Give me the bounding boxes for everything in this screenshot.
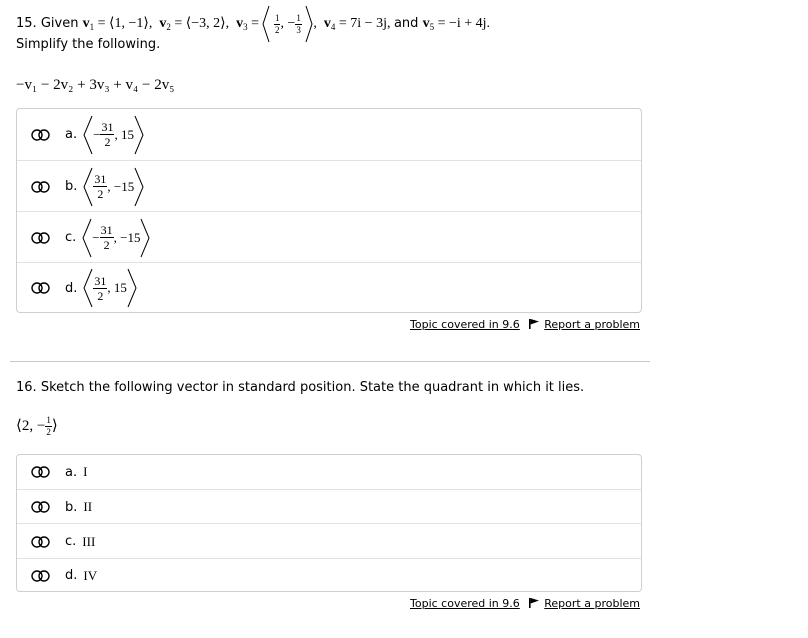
v1-name: v xyxy=(82,16,90,32)
left-angle-bracket-icon xyxy=(262,5,270,43)
v4-value: 7i − 3j, xyxy=(350,16,391,32)
v5-value: −i + 4j. xyxy=(448,16,491,32)
choice-value: II xyxy=(83,499,93,514)
radio-button-icon[interactable] xyxy=(31,282,51,294)
q15-statement: 15. Given $v_1$ = ⟨1, −1⟩, $v_2$ = ⟨−3, 2⟩, $v_3$ = $\frac{1}{2}$ , − $\frac{1}{3}$ , $v_4 = 7i - 3j$, and $v_5 = -i + 4j$. xyxy=(16,5,490,43)
flag-icon xyxy=(529,598,540,611)
right-angle-bracket-icon xyxy=(134,167,144,207)
q15-number: 15. xyxy=(16,16,37,32)
left-angle-bracket-icon xyxy=(83,167,93,207)
choice-letter: c. xyxy=(65,534,77,549)
radio-button-icon[interactable] xyxy=(31,181,51,193)
choice-value: IV xyxy=(83,567,98,583)
choice-second-value: −15 xyxy=(120,229,141,245)
left-angle-bracket-icon xyxy=(83,115,93,155)
left-angle-bracket-icon xyxy=(82,218,92,258)
choice-fraction: $\frac{31}{2}$ xyxy=(100,223,113,252)
choice-sign: − xyxy=(92,229,100,245)
choice-fraction: $\frac{31}{2}$ xyxy=(101,120,114,149)
q16-choice-list xyxy=(16,454,642,592)
right-angle-bracket-icon xyxy=(127,268,137,308)
choice-a[interactable] xyxy=(17,455,641,489)
choice-d[interactable] xyxy=(17,558,641,592)
q16-footer-links xyxy=(410,597,640,611)
and-word: and xyxy=(393,16,419,32)
right-angle-bracket-icon xyxy=(305,5,313,43)
choice-sign: − xyxy=(93,126,101,142)
v4-sub: 4 xyxy=(330,22,336,33)
v3-y-fraction: $\frac{1}{3}$ xyxy=(296,12,301,35)
q16-vector-y-sign: − xyxy=(36,418,46,434)
report-problem-link[interactable]: Report a problem xyxy=(544,318,640,331)
right-angle-bracket-icon xyxy=(140,218,150,258)
question-divider xyxy=(10,361,650,362)
choice-c[interactable] xyxy=(17,523,641,559)
choice-letter: d. xyxy=(65,280,78,296)
q15-choice-list xyxy=(16,108,642,313)
q15-expression: −v₁ − 2v₂ + 3v₃ + v₄ − 2v₅ xyxy=(16,77,175,93)
choice-letter: a. xyxy=(65,464,78,480)
choice-second-value: −15 xyxy=(113,178,135,194)
radio-button-icon[interactable] xyxy=(31,536,51,548)
choice-letter: b. xyxy=(65,179,78,194)
v3-name: v xyxy=(236,16,244,32)
choice-letter: b. xyxy=(65,499,78,515)
choice-d[interactable]: d. $\frac{31}{2}$ , 15 xyxy=(17,262,641,313)
choice-letter: d. xyxy=(65,568,78,583)
v2-name: v xyxy=(159,16,167,32)
radio-button-icon[interactable] xyxy=(31,129,51,141)
v3-sub: 3 xyxy=(243,22,248,33)
v2-value: ⟨−3, 2⟩ xyxy=(185,16,226,32)
radio-button-icon[interactable] xyxy=(31,232,51,244)
choice-second-value: 15 xyxy=(113,280,127,295)
v1-value: ⟨1, −1⟩ xyxy=(109,16,149,32)
q16-vector-y-fraction: $\frac{1}{2}$ xyxy=(46,415,51,438)
radio-button-icon[interactable] xyxy=(31,501,51,513)
choice-value: I xyxy=(83,464,88,479)
v5-name: v xyxy=(422,16,430,32)
q16-statement xyxy=(16,380,584,395)
choice-b[interactable]: b. $\frac{31}{2}$ , −15 xyxy=(17,160,641,212)
radio-button-icon[interactable] xyxy=(31,466,51,478)
choice-letter: c. xyxy=(65,230,77,245)
v2-sub: 2 xyxy=(166,22,171,33)
flag-icon xyxy=(529,319,540,332)
v3-x-fraction: $\frac{1}{2}$ xyxy=(274,12,280,35)
right-angle-bracket-icon xyxy=(134,115,144,155)
q16-vector: ⟨2, − $\frac{1}{2}$ ⟩ xyxy=(16,415,58,438)
choice-c[interactable]: c. − $\frac{31}{2}$ , −15 xyxy=(17,211,641,263)
report-problem-link[interactable]: Report a problem xyxy=(544,597,640,610)
q15-instruction: Simplify the following. xyxy=(16,37,161,52)
v5-sub: 5 xyxy=(429,22,435,33)
q15-given: Given xyxy=(40,16,79,32)
choice-value: III xyxy=(82,533,96,549)
choice-a[interactable]: a. − $\frac{31}{2}$ , 15 xyxy=(17,109,641,160)
v1-sub: 1 xyxy=(89,22,95,33)
q16-instruction: Sketch the following vector in standard position. State the quadrant in which it lies. xyxy=(40,380,585,395)
q16-number: 16. xyxy=(16,380,37,395)
v3-y-sign: − xyxy=(287,16,296,32)
choice-second-value: 15 xyxy=(120,126,134,142)
q16-vector-x: 2, xyxy=(21,418,34,434)
choice-fraction: $\frac{31}{2}$ xyxy=(94,172,107,201)
topic-link[interactable]: Topic covered in 9.6 xyxy=(410,318,520,331)
radio-button-icon[interactable] xyxy=(31,570,51,582)
q15-footer-links xyxy=(410,318,640,332)
choice-b[interactable] xyxy=(17,489,641,524)
topic-link[interactable]: Topic covered in 9.6 xyxy=(410,597,520,610)
left-angle-bracket-icon xyxy=(83,268,93,308)
choice-fraction: $\frac{31}{2}$ xyxy=(94,273,107,303)
v4-name: v xyxy=(323,16,331,32)
choice-letter: a. xyxy=(65,127,78,142)
